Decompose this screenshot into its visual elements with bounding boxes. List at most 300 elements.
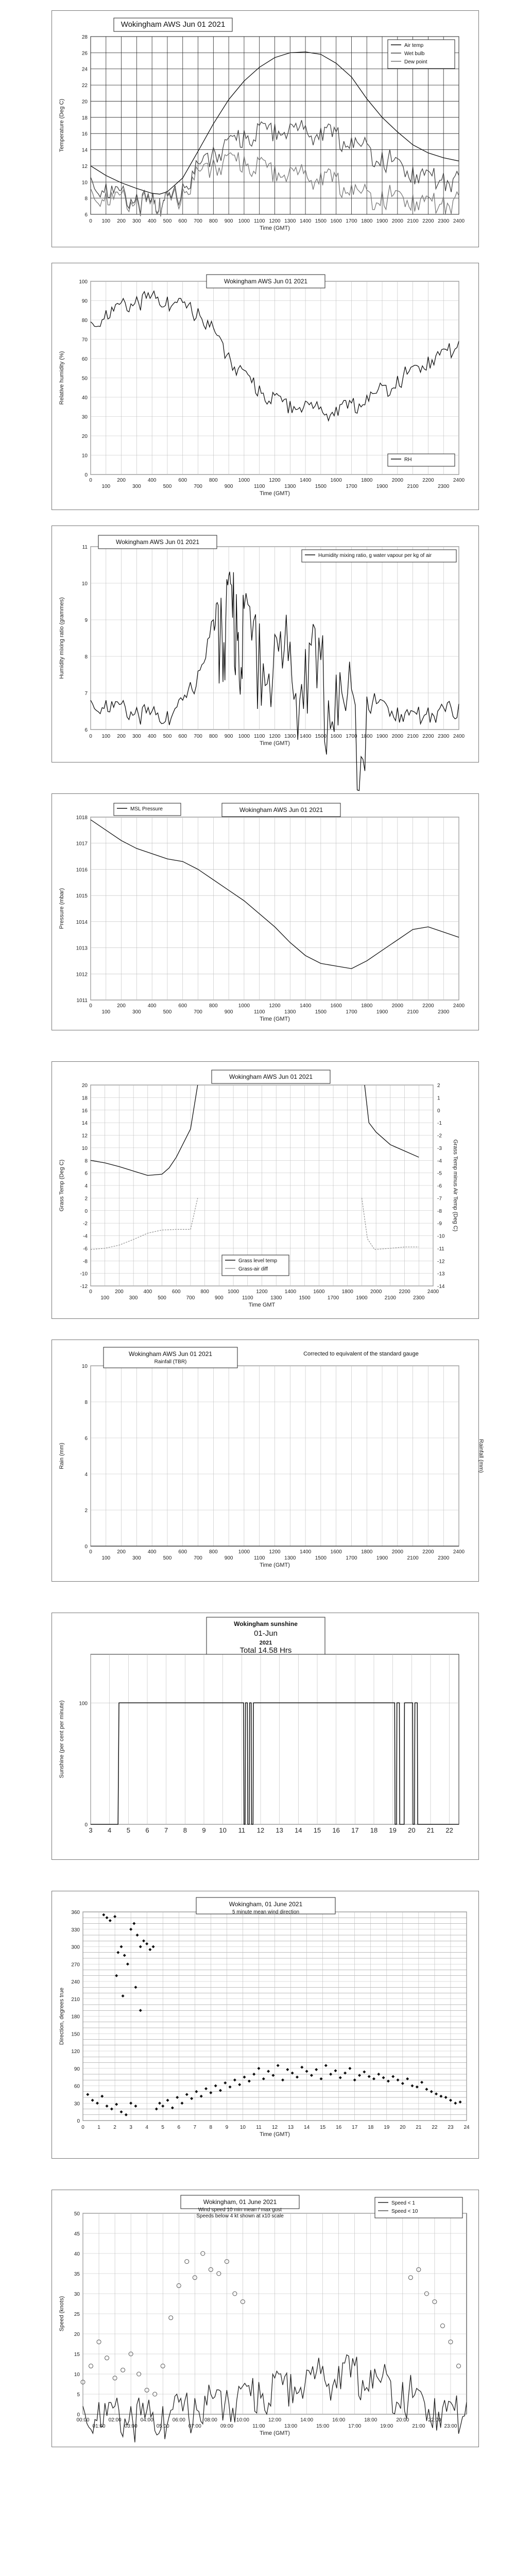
x-tick-label: 14:00 (300, 2417, 314, 2423)
legend-label: Wet bulb (404, 51, 425, 57)
x-tick-label: 900 (224, 1555, 233, 1561)
x-tick-label: 1900 (376, 218, 388, 224)
x-tick-label: 1100 (253, 484, 265, 489)
x-tick-label: 2100 (407, 484, 419, 489)
x-tick-label: 1100 (242, 1295, 253, 1301)
x-tick-label: 0 (89, 1289, 92, 1295)
y-tick-label: 50 (81, 376, 88, 382)
x-tick-label: 700 (194, 1555, 202, 1561)
x-tick-label: 1300 (284, 484, 296, 489)
x-tick-label: 8 (209, 2125, 213, 2130)
x-tick-label: 1500 (315, 734, 327, 739)
y-axis-label: Rain (mm) (59, 1443, 65, 1469)
x-tick-label: 23 (448, 2125, 454, 2130)
y-tick-label: 22 (81, 83, 88, 89)
x-tick-label: 1400 (299, 218, 312, 224)
x-tick-label: 12 (256, 1826, 265, 1834)
y-tick-label: 150 (71, 2031, 80, 2038)
y-tick-label: -8 (83, 1259, 88, 1265)
y-tick-label: 1016 (76, 867, 88, 873)
x-tick-label: 400 (147, 734, 157, 739)
y-tick-label: 35 (74, 2272, 80, 2277)
y-tick-label: 100 (79, 1701, 88, 1707)
x-tick-label: 20 (400, 2125, 406, 2130)
x-tick-label: 100 (101, 484, 111, 489)
x-tick-label: 2 (113, 2125, 116, 2130)
x-tick-label: 1900 (376, 1009, 388, 1015)
x-tick-label: 0 (81, 2125, 84, 2130)
x-tick-label: 1900 (376, 734, 388, 739)
chart-title: Wokingham sunshine (234, 1620, 298, 1628)
x-tick-label: 2400 (427, 1289, 439, 1295)
x-tick-label: 11:00 (252, 2424, 265, 2429)
y-tick-label: 25 (74, 2312, 80, 2317)
x-tick-label: 15 (320, 2125, 326, 2130)
x-tick-label: 100 (101, 218, 111, 224)
y-tick-label: 10 (74, 2372, 80, 2378)
x-tick-label: 0 (89, 734, 92, 739)
x-tick-label: 2400 (453, 218, 465, 224)
x-tick-label: 600 (178, 478, 187, 483)
grass-temp-chart-panel (52, 1061, 479, 1319)
x-tick-label: 2200 (422, 1003, 434, 1009)
y-tick-label: 270 (71, 1962, 80, 1968)
y-right-tick-label: -10 (437, 1233, 445, 1240)
y-axis-label: Direction, degrees true (59, 1987, 65, 2045)
y-tick-label: 16 (81, 131, 88, 138)
x-tick-label: 01:00 (92, 2424, 106, 2429)
y-axis-label: Grass Temp (Deg C) (59, 1159, 65, 1212)
x-tick-label: 2100 (407, 218, 419, 224)
wind-speed-chart (52, 2190, 479, 2448)
x-tick-label: 600 (171, 1289, 181, 1295)
legend-label: Dew point (404, 59, 427, 65)
x-tick-label: 300 (132, 1555, 141, 1561)
x-tick-label: 2300 (413, 1295, 425, 1301)
x-tick-label: 6 (177, 2125, 181, 2130)
y-right-tick-label: 2 (437, 1083, 440, 1089)
y-tick-label: 10 (81, 1145, 88, 1151)
x-tick-label: 700 (194, 734, 202, 739)
x-tick-label: 1900 (376, 484, 388, 489)
x-tick-label: 13:00 (284, 2424, 298, 2429)
y-right-tick-label: -8 (437, 1208, 442, 1214)
y-tick-label: 40 (81, 395, 88, 401)
x-tick-label: 1800 (361, 734, 373, 739)
x-tick-label: 15 (313, 1826, 321, 1834)
y-axis-label-right: Rainfall (mm) (478, 1439, 484, 1473)
y-right-tick-label: -2 (437, 1133, 442, 1139)
x-tick-label: 400 (147, 1549, 157, 1555)
x-tick-label: 300 (132, 734, 141, 739)
x-tick-label: 1300 (284, 218, 296, 224)
x-tick-label: 17 (352, 2125, 358, 2130)
x-tick-label: 2100 (407, 1009, 419, 1015)
y-tick-label: 8 (84, 1158, 88, 1164)
y-axis-label: Sunshine (per cent per minute) (59, 1700, 65, 1778)
x-tick-label: 1800 (361, 478, 373, 483)
x-tick-label: 2400 (453, 1549, 465, 1555)
rainfall-chart-panel (52, 1340, 484, 1582)
x-tick-label: 100 (101, 734, 111, 739)
x-tick-label: 1400 (284, 1289, 297, 1295)
x-tick-label: 4 (108, 1826, 112, 1834)
y-right-tick-label: -6 (437, 1183, 442, 1189)
x-tick-label: 19:00 (380, 2424, 393, 2429)
x-tick-label: 2300 (438, 734, 450, 739)
y-tick-label: 20 (81, 434, 88, 439)
y-axis-label: Speed (knots) (59, 2296, 65, 2332)
y-tick-label: 20 (74, 2332, 80, 2337)
x-tick-label: 10 (219, 1826, 227, 1834)
x-tick-label: 2400 (453, 1003, 465, 1009)
x-tick-label: 300 (132, 218, 141, 224)
y-tick-label: 20 (81, 99, 88, 105)
x-tick-label: 2200 (422, 734, 434, 739)
x-tick-label: 1600 (313, 1289, 325, 1295)
x-tick-label: 1400 (299, 1003, 312, 1009)
y-right-tick-label: -3 (437, 1145, 442, 1151)
y-tick-label: 80 (81, 318, 88, 324)
x-tick-label: 200 (117, 1003, 126, 1009)
x-axis-label: Time (GMT) (260, 225, 290, 231)
x-tick-label: 1200 (269, 218, 281, 224)
y-tick-label: 2 (84, 1508, 88, 1514)
x-tick-label: 1600 (330, 1549, 342, 1555)
x-tick-label: 1700 (327, 1295, 339, 1301)
y-tick-label: 2 (84, 1196, 88, 1202)
y-right-tick-label: -11 (437, 1246, 444, 1252)
x-tick-label: 1300 (284, 1555, 296, 1561)
x-tick-label: 500 (163, 484, 172, 489)
x-tick-label: 1900 (376, 1555, 388, 1561)
y-axis-label: Relative humidity (%) (59, 351, 65, 405)
y-right-tick-label: -14 (437, 1284, 445, 1290)
x-tick-label: 1200 (269, 478, 281, 483)
x-tick-label: 1700 (346, 484, 357, 489)
x-tick-label: 1300 (284, 734, 296, 739)
x-tick-label: 18:00 (364, 2417, 377, 2423)
y-tick-label: 120 (71, 2049, 80, 2055)
x-axis-label: Time (GMT) (260, 490, 290, 497)
y-tick-label: 40 (74, 2251, 80, 2257)
y-tick-label: 1012 (76, 972, 88, 978)
y-tick-label: 210 (71, 1996, 80, 2003)
x-tick-label: 100 (101, 1555, 111, 1561)
x-tick-label: 07:00 (188, 2424, 201, 2429)
y-axis-label: Pressure (mbar) (59, 888, 65, 929)
x-tick-label: 20 (408, 1826, 416, 1834)
x-tick-label: 200 (117, 734, 126, 739)
x-tick-label: 100 (100, 1295, 110, 1301)
y-tick-label: 0 (84, 1822, 88, 1828)
y-tick-label: 70 (81, 337, 88, 343)
y-tick-label: 1017 (76, 841, 88, 847)
legend-label: MSL Pressure (130, 806, 163, 812)
x-tick-label: 13 (276, 1826, 283, 1834)
y-axis-label-right: Grass Temp minus Air Temp (Deg C) (452, 1139, 458, 1232)
x-tick-label: 700 (186, 1295, 195, 1301)
x-tick-label: 18 (370, 1826, 378, 1834)
x-tick-label: 800 (200, 1289, 210, 1295)
y-tick-label: 50 (74, 2211, 80, 2217)
x-tick-label: 18 (368, 2125, 374, 2130)
x-tick-label: 7 (193, 2125, 197, 2130)
x-tick-label: 00:00 (76, 2417, 90, 2423)
chart-note: Corrected to equivalent of the standard gauge (303, 1351, 419, 1357)
x-tick-label: 15:00 (316, 2424, 330, 2429)
y-right-tick-label: -9 (437, 1221, 442, 1227)
x-tick-label: 12 (271, 2125, 278, 2130)
x-axis-label: Time (GMT) (260, 740, 290, 747)
y-tick-label: -4 (83, 1233, 88, 1240)
y-tick-label: 1015 (76, 893, 88, 900)
y-tick-label: 8 (84, 1400, 88, 1405)
y-tick-label: 18 (81, 115, 88, 121)
wind-direction-chart (52, 1891, 479, 2159)
y-tick-label: 30 (74, 2101, 80, 2107)
x-tick-label: 600 (178, 734, 187, 739)
x-tick-label: 1200 (269, 1003, 281, 1009)
y-tick-label: 30 (74, 2292, 80, 2297)
x-tick-label: 1800 (341, 1289, 353, 1295)
y-tick-label: 28 (81, 35, 88, 40)
x-tick-label: 1000 (238, 218, 250, 224)
x-tick-label: 6 (145, 1826, 149, 1834)
x-tick-label: 12:00 (268, 2417, 282, 2423)
x-tick-label: 16 (336, 2125, 342, 2130)
y-tick-label: -2 (83, 1221, 88, 1227)
x-tick-label: 500 (163, 734, 172, 739)
x-tick-label: 400 (143, 1289, 152, 1295)
y-tick-label: 30 (81, 414, 88, 420)
x-tick-label: 1400 (299, 734, 312, 739)
mixing-ratio-chart-panel (52, 526, 479, 762)
y-tick-label: 360 (71, 1910, 80, 1916)
x-tick-label: 04:00 (140, 2417, 153, 2423)
x-tick-label: 1800 (361, 1549, 373, 1555)
x-tick-label: 1600 (330, 734, 342, 739)
x-tick-label: 1200 (269, 734, 281, 739)
x-tick-label: 800 (209, 218, 218, 224)
pressure-chart-panel (52, 793, 479, 1030)
x-tick-label: 1700 (346, 734, 357, 739)
chart-title: Wokingham AWS Jun 01 2021 (229, 1073, 313, 1080)
y-tick-label: 9 (84, 618, 88, 623)
x-tick-label: 0 (89, 218, 92, 224)
x-tick-label: 8 (183, 1826, 187, 1834)
y-tick-label: 7 (84, 691, 88, 697)
x-tick-label: 1600 (330, 1003, 342, 1009)
x-tick-label: 1400 (299, 478, 312, 483)
x-tick-label: 7 (164, 1826, 168, 1834)
x-tick-label: 14 (295, 1826, 302, 1834)
y-tick-label: -12 (80, 1284, 88, 1290)
x-tick-label: 0 (89, 1549, 92, 1555)
x-tick-label: 14 (304, 2125, 310, 2130)
x-tick-label: 20:00 (396, 2417, 409, 2423)
x-tick-label: 3 (129, 2125, 132, 2130)
x-tick-label: 300 (129, 1295, 138, 1301)
x-tick-label: 02:00 (108, 2417, 122, 2423)
y-tick-label: 11 (82, 545, 88, 550)
x-tick-label: 13 (287, 2125, 294, 2130)
x-tick-label: 1000 (238, 1549, 250, 1555)
y-right-tick-label: -4 (437, 1158, 442, 1164)
x-tick-label: 2100 (407, 1555, 419, 1561)
legend-label: Speed < 1 (391, 2200, 415, 2206)
y-tick-label: 4 (84, 1183, 88, 1189)
x-tick-label: 900 (224, 1009, 233, 1015)
chart-subtitle-2: Speeds below 4 kt shown at x10 scale (196, 2213, 284, 2219)
x-tick-label: 800 (209, 478, 218, 483)
x-tick-label: 100 (101, 1009, 111, 1015)
x-tick-label: 1000 (238, 734, 250, 739)
y-tick-label: 8 (84, 196, 88, 202)
x-tick-label: 1100 (253, 218, 265, 224)
legend-label: Grass-air diff (238, 1266, 268, 1272)
chart-title: Wokingham, 01 June 2021 (229, 1901, 303, 1908)
x-tick-label: 800 (209, 1549, 218, 1555)
sunshine-date: 01-Jun (254, 1629, 278, 1638)
x-tick-label: 23:00 (444, 2424, 457, 2429)
x-tick-label: 500 (163, 218, 172, 224)
y-tick-label: -6 (83, 1246, 88, 1252)
x-tick-label: 1000 (227, 1289, 239, 1295)
x-tick-label: 2100 (407, 734, 419, 739)
x-tick-label: 16:00 (332, 2417, 346, 2423)
x-tick-label: 1300 (270, 1295, 282, 1301)
chart-title: Wokingham AWS Jun 01 2021 (224, 278, 308, 285)
x-tick-label: 2400 (453, 478, 465, 483)
x-tick-label: 19 (384, 2125, 390, 2130)
wind-direction-chart-panel (52, 1891, 479, 2159)
rainfall-chart (52, 1340, 484, 1582)
x-tick-label: 3 (89, 1826, 93, 1834)
y-right-tick-label: 0 (437, 1108, 440, 1114)
y-right-tick-label: -1 (437, 1121, 442, 1127)
y-tick-label: 180 (71, 2014, 80, 2020)
x-tick-label: 22 (445, 1826, 453, 1834)
x-tick-label: 2000 (391, 478, 403, 483)
x-tick-label: 03:00 (124, 2424, 138, 2429)
chart-title: Wokingham AWS Jun 01 2021 (121, 20, 226, 29)
x-tick-label: 2200 (422, 478, 434, 483)
x-tick-label: 1300 (284, 1009, 296, 1015)
y-tick-label: 4 (84, 1472, 88, 1478)
y-right-tick-label: -5 (437, 1171, 442, 1177)
x-tick-label: 1000 (238, 478, 250, 483)
x-tick-label: 5 (161, 2125, 164, 2130)
x-tick-label: 1800 (361, 218, 373, 224)
y-tick-label: 12 (81, 163, 88, 170)
y-tick-label: 10 (81, 581, 88, 587)
y-tick-label: 6 (84, 727, 88, 733)
y-tick-label: 14 (81, 147, 88, 154)
x-tick-label: 1500 (315, 484, 327, 489)
x-tick-label: 500 (163, 1555, 172, 1561)
y-tick-label: 1011 (76, 998, 88, 1004)
x-tick-label: 1800 (361, 1003, 373, 1009)
y-tick-label: 16 (81, 1108, 88, 1114)
y-tick-label: 10 (81, 1364, 88, 1369)
y-tick-label: 240 (71, 1979, 80, 1985)
x-tick-label: 1400 (299, 1549, 312, 1555)
x-tick-label: 17:00 (348, 2424, 362, 2429)
y-tick-label: 45 (74, 2231, 80, 2237)
x-tick-label: 400 (147, 1003, 157, 1009)
legend-box (375, 2197, 462, 2218)
legend-label: Grass level temp (238, 1258, 278, 1264)
x-tick-label: 800 (209, 734, 218, 739)
y-tick-label: 10 (81, 180, 88, 186)
y-tick-label: 60 (81, 357, 88, 362)
y-tick-label: 90 (74, 2066, 80, 2072)
chart-title: Wokingham, 01 June 2021 (203, 2198, 277, 2206)
y-right-tick-label: -12 (437, 1259, 445, 1265)
x-tick-label: 2300 (438, 1009, 450, 1015)
x-tick-label: 2300 (438, 484, 450, 489)
y-tick-label: 0 (84, 472, 88, 478)
x-axis-label: Time GMT (248, 1302, 276, 1308)
y-tick-label: 0 (77, 2119, 80, 2124)
x-tick-label: 4 (145, 2125, 148, 2130)
y-tick-label: 18 (81, 1095, 88, 1101)
x-tick-label: 21:00 (412, 2424, 425, 2429)
chart-title: Wokingham AWS Jun 01 2021 (128, 1350, 213, 1358)
humidity-chart (52, 263, 479, 511)
y-tick-label: 0 (77, 2412, 80, 2418)
x-tick-label: 24 (464, 2125, 470, 2130)
x-tick-label: 06:00 (172, 2417, 185, 2423)
x-tick-label: 700 (194, 218, 202, 224)
x-tick-label: 19 (389, 1826, 397, 1834)
x-tick-label: 1600 (330, 478, 342, 483)
x-tick-label: 1200 (256, 1289, 268, 1295)
y-tick-label: 6 (84, 1436, 88, 1442)
y-tick-label: 330 (71, 1927, 80, 1933)
x-tick-label: 900 (224, 218, 233, 224)
x-tick-label: 1500 (299, 1295, 311, 1301)
y-tick-label: 1018 (76, 815, 88, 821)
y-axis-label: Temperature (Deg C) (59, 98, 65, 152)
x-tick-label: 9 (225, 2125, 229, 2130)
x-tick-label: 11 (256, 2125, 262, 2130)
chart-subtitle: 5 minute mean wind direction (232, 1909, 300, 1915)
y-right-tick-label: -7 (437, 1196, 442, 1202)
x-tick-label: 11 (238, 1826, 246, 1834)
x-tick-label: 1600 (330, 218, 342, 224)
x-tick-label: 2400 (453, 734, 465, 739)
x-tick-label: 500 (158, 1295, 166, 1301)
y-tick-label: 15 (74, 2352, 80, 2358)
x-tick-label: 1900 (356, 1295, 368, 1301)
legend-label: Humidity mixing ratio, g water vapour per kg of air (318, 553, 432, 558)
x-tick-label: 900 (215, 1295, 224, 1301)
x-tick-label: 16 (332, 1826, 340, 1834)
legend-box (388, 454, 455, 466)
mixing-ratio-chart (52, 526, 479, 763)
x-tick-label: 1200 (269, 1549, 281, 1555)
temperature-chart-panel (52, 10, 479, 247)
legend-label: Speed < 10 (391, 2209, 418, 2214)
x-tick-label: 2200 (399, 1289, 410, 1295)
x-tick-label: 2300 (438, 218, 450, 224)
chart-title: Wokingham AWS Jun 01 2021 (115, 538, 200, 546)
x-tick-label: 1100 (253, 1009, 265, 1015)
x-tick-label: 800 (209, 1003, 218, 1009)
y-tick-label: 300 (71, 1944, 80, 1951)
